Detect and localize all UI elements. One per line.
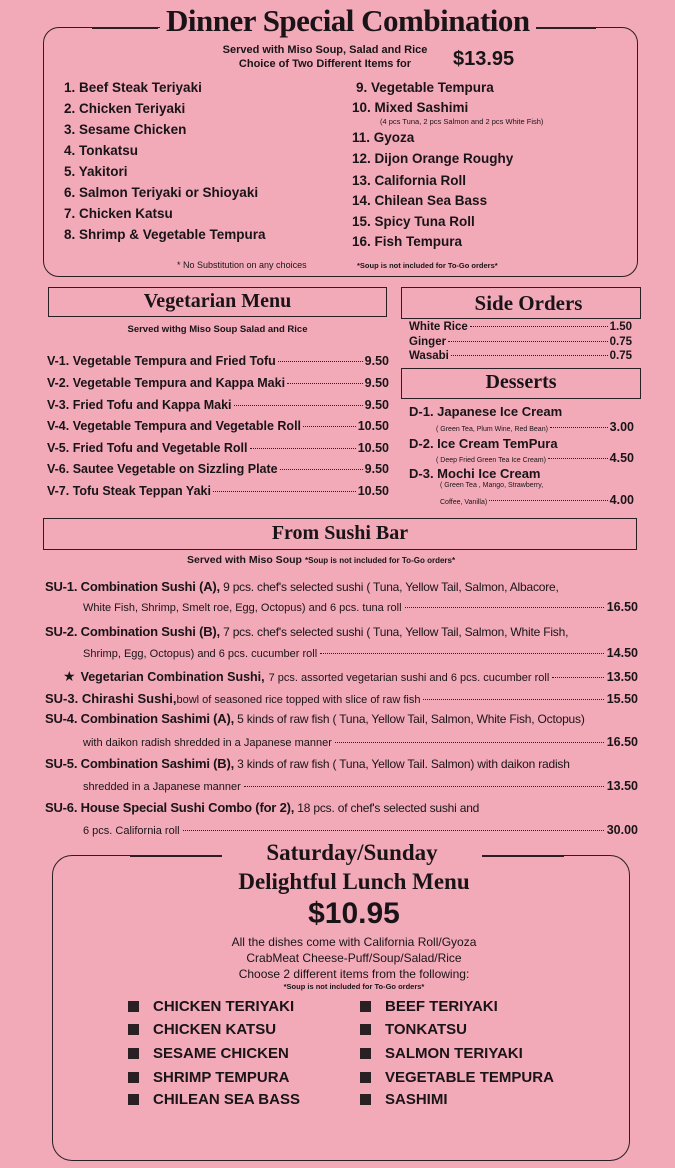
- sushi-su2-desc2: Shrimp, Egg, Octopus) and 6 pcs. cucumber roll: [83, 648, 318, 660]
- leader-dots: [244, 786, 604, 787]
- sushi-su6-line2: [83, 823, 638, 837]
- vegetarian-subtitle: Served withg Miso Soup Salad and Rice: [127, 324, 308, 335]
- veg-item-price: 10.50: [357, 484, 389, 498]
- dinner-item-10: 10. Mixed Sashimi: [352, 100, 469, 115]
- sushi-veg-price: 13.50: [606, 670, 638, 684]
- sushi-bar-subtitle-note: *Soup is not included for To-Go orders*: [305, 556, 456, 565]
- dessert-item-3-label: D-3. Mochi Ice Cream: [409, 466, 541, 481]
- leader-dots: [489, 500, 607, 501]
- dessert-item-note: Coffee, Vanilla): [440, 499, 488, 506]
- dinner-price: $13.95: [453, 48, 515, 70]
- lunch-item-label: TONKATSU: [385, 1021, 467, 1038]
- sushi-vegetarian: [63, 668, 638, 685]
- sushi-su1-desc2: White Fish, Shrimp, Smelt roe, Egg, Octopus) and 6 pcs. tuna roll: [83, 602, 402, 614]
- dessert-item-note: ( Green Tea, Plum Wine, Red Bean): [436, 426, 548, 433]
- lunch-item-label: BEEF TERIYAKI: [385, 998, 498, 1015]
- veg-item-label: V-5. Fried Tofu and Vegetable Roll: [47, 441, 248, 455]
- sushi-bar-subtitle: Served with Miso Soup: [187, 554, 302, 566]
- dinner-subtitle-2: Choice of Two Different Items for: [238, 58, 412, 70]
- veg-item-label: V-3. Fried Tofu and Kappa Maki: [47, 398, 232, 412]
- sushi-su3-desc: bowl of seasoned rice topped with slice of raw fish: [176, 694, 421, 706]
- lunch-item-label: VEGETABLE TEMPURA: [385, 1069, 554, 1086]
- lunch-item-shrimp-tempura: [128, 1069, 289, 1086]
- veg-item-price: 10.50: [357, 441, 389, 455]
- sushi-su4-price: 16.50: [606, 735, 638, 749]
- sushi-su1-line2: [83, 600, 638, 614]
- dinner-item-11: 11. Gyoza: [352, 130, 415, 145]
- veg-item-6: [47, 462, 389, 476]
- dinner-item-7: 7. Chicken Katsu: [64, 206, 173, 221]
- star-icon: ★: [63, 668, 76, 684]
- dinner-item-5: 5. Yakitori: [64, 164, 128, 179]
- bullet-square-icon: [360, 1072, 371, 1083]
- veg-item-label: V-1. Vegetable Tempura and Fried Tofu: [47, 354, 276, 368]
- dinner-special-title: Dinner Special Combination: [160, 3, 536, 39]
- sushi-su5-name: SU-5. Combination Sashimi (B),: [45, 756, 235, 771]
- sushi-su4-desc: 5 kinds of raw fish ( Tuna, Yellow Tail, Salmon, White Fish, Octopus): [234, 712, 585, 726]
- lunch-item-beef-teriyaki: [360, 998, 498, 1015]
- leader-dots: [448, 341, 608, 342]
- lunch-item-tonkatsu: [360, 1021, 467, 1038]
- veg-item-4: [47, 419, 389, 433]
- sushi-su6: [45, 800, 479, 815]
- dessert-item-price: 4.50: [609, 451, 634, 465]
- lunch-item-label: CHILEAN SEA BASS: [153, 1091, 300, 1108]
- sushi-su3-price: 15.50: [606, 692, 638, 706]
- leader-dots: [278, 361, 363, 362]
- sushi-su4: [45, 711, 585, 726]
- lunch-line-1: All the dishes come with California Roll/Gyoza: [231, 935, 477, 949]
- lunch-title-rule-right: [482, 855, 564, 857]
- sushi-su4-name: SU-4. Combination Sashimi (A),: [45, 711, 235, 726]
- sushi-su6-name: SU-6. House Special Sushi Combo (for 2),: [45, 800, 295, 815]
- leader-dots: [451, 355, 608, 356]
- sushi-su3: [45, 691, 638, 706]
- bullet-square-icon: [128, 1094, 139, 1105]
- bullet-square-icon: [360, 1024, 371, 1035]
- sushi-su4-desc2: with daikon radish shredded in a Japanese manner: [83, 737, 332, 749]
- veg-item-price: 9.50: [364, 398, 389, 412]
- sushi-su2: [45, 624, 568, 639]
- sushi-veg-desc: 7 pcs. assorted vegetarian sushi and 6 pcs. cucumber roll: [268, 672, 550, 684]
- veg-item-7: [47, 484, 389, 498]
- dinner-item-2: 2. Chicken Teriyaki: [64, 101, 186, 116]
- lunch-item-chilean-sea-bass: [128, 1091, 300, 1108]
- dessert-item-note: ( Deep Fried Green Tea Ice Cream): [436, 457, 546, 464]
- dinner-item-16: 16. Fish Tempura: [352, 234, 463, 249]
- lunch-title-rule-left: [130, 855, 222, 857]
- bullet-square-icon: [360, 1001, 371, 1012]
- dinner-item-3: 3. Sesame Chicken: [64, 122, 187, 137]
- dinner-item-8: 8. Shrimp & Vegetable Tempura: [64, 227, 266, 242]
- sushi-su1-desc: 9 pcs. chef's selected sushi ( Tuna, Yellow Tail, Salmon, Albacore,: [219, 580, 559, 594]
- lunch-item-chicken-teriyaki: [128, 998, 294, 1015]
- side-item-price: 1.50: [609, 321, 632, 333]
- lunch-title-2: Delightful Lunch Menu: [238, 869, 470, 894]
- lunch-line-3: Choose 2 different items from the following:: [238, 967, 470, 981]
- lunch-item-label: CHICKEN KATSU: [153, 1021, 277, 1038]
- sushi-su2-name: SU-2. Combination Sushi (B),: [45, 624, 220, 639]
- bullet-square-icon: [128, 1024, 139, 1035]
- bullet-square-icon: [360, 1094, 371, 1105]
- sushi-su6-desc: 18 pcs. of chef's selected sushi and: [294, 801, 480, 815]
- veg-item-price: 9.50: [364, 376, 389, 390]
- sushi-bar-title: From Sushi Bar: [271, 522, 409, 544]
- dessert-item-price: 3.00: [609, 420, 634, 434]
- leader-dots: [335, 742, 604, 743]
- dinner-item-13: 13. California Roll: [352, 173, 467, 188]
- dinner-item-12: 12. Dijon Orange Roughy: [352, 151, 514, 166]
- veg-item-5: [47, 441, 389, 455]
- lunch-item-label: SESAME CHICKEN: [153, 1045, 289, 1062]
- veg-item-label: V-4. Vegetable Tempura and Vegetable Roll: [47, 419, 302, 433]
- dinner-item-4: 4. Tonkatsu: [64, 143, 139, 158]
- lunch-item-label: CHICKEN TERIYAKI: [153, 998, 295, 1015]
- lunch-item-sesame-chicken: [128, 1045, 289, 1062]
- sushi-veg-name: Vegetarian Combination Sushi,: [80, 670, 265, 684]
- leader-dots: [287, 383, 363, 384]
- bullet-square-icon: [128, 1048, 139, 1059]
- side-item-label: White Rice: [409, 321, 468, 333]
- leader-dots: [303, 426, 356, 427]
- dinner-item-15: 15. Spicy Tuna Roll: [352, 214, 475, 229]
- bullet-square-icon: [128, 1001, 139, 1012]
- side-item-price: 0.75: [609, 336, 632, 348]
- dessert-item-1-line: [436, 420, 634, 434]
- sushi-su1-price: 16.50: [606, 600, 638, 614]
- sushi-su5-line2: [83, 779, 638, 793]
- sushi-su6-desc2: 6 pcs. California roll: [83, 825, 180, 837]
- veg-item-label: V-7. Tofu Steak Teppan Yaki: [47, 484, 211, 498]
- dessert-item-1-label: D-1. Japanese Ice Cream: [409, 404, 563, 419]
- dinner-title-rule-right: [536, 27, 596, 29]
- lunch-item-label: SASHIMI: [385, 1091, 448, 1108]
- lunch-item-chicken-katsu: [128, 1021, 276, 1038]
- leader-dots: [548, 458, 608, 459]
- bullet-square-icon: [360, 1048, 371, 1059]
- lunch-item-label: SHRIMP TEMPURA: [153, 1069, 290, 1086]
- leader-dots: [213, 491, 356, 492]
- sushi-su3-name: SU-3. Chirashi Sushi,: [45, 691, 177, 706]
- lunch-item-salmon-teriyaki: [360, 1045, 523, 1062]
- dinner-title-rule-left: [92, 27, 158, 29]
- lunch-line-2: CrabMeat Cheese-Puff/Soup/Salad/Rice: [246, 951, 462, 965]
- dessert-item-2-line: [436, 451, 634, 465]
- leader-dots: [183, 830, 604, 831]
- side-item-label: Ginger: [409, 336, 447, 348]
- leader-dots: [550, 427, 608, 428]
- sushi-su2-desc: 7 pcs. chef's selected sushi ( Tuna, Yellow Tail, Salmon, White Fish,: [219, 625, 569, 639]
- leader-dots: [234, 405, 363, 406]
- side-item-label: Wasabi: [409, 350, 449, 362]
- sushi-su4-line2: [83, 735, 638, 749]
- dinner-note-togo: *Soup is not included for To-Go orders*: [357, 261, 498, 270]
- dessert-item-3-note: ( Green Tea , Mango, Strawberry,: [440, 482, 544, 489]
- sushi-su6-price: 30.00: [606, 823, 638, 837]
- dinner-item-9: 9. Vegetable Tempura: [356, 80, 494, 95]
- sushi-su1: [45, 579, 559, 594]
- dessert-item-2-label: D-2. Ice Cream TemPura: [409, 436, 558, 451]
- dinner-item-6: 6. Salmon Teriyaki or Shioyaki: [64, 185, 259, 200]
- lunch-title-1: Saturday/Sunday: [222, 840, 482, 866]
- lunch-price: $10.95: [308, 897, 400, 930]
- sushi-su5-price: 13.50: [606, 779, 638, 793]
- dinner-subtitle-1: Served with Miso Soup, Salad and Rice: [222, 44, 428, 56]
- desserts-title: Desserts: [485, 371, 557, 393]
- lunch-item-label: SALMON TERIYAKI: [385, 1045, 523, 1062]
- sushi-su5: [45, 756, 570, 771]
- vegetarian-title: Vegetarian Menu: [143, 290, 292, 312]
- leader-dots: [250, 448, 356, 449]
- sushi-su5-desc2: shredded in a Japanese manner: [83, 781, 241, 793]
- dinner-item-14: 14. Chilean Sea Bass: [352, 193, 488, 208]
- side-item-price: 0.75: [609, 350, 632, 362]
- side-item-white-rice: [409, 321, 632, 333]
- leader-dots: [320, 653, 604, 654]
- bullet-square-icon: [128, 1072, 139, 1083]
- veg-item-price: 10.50: [357, 419, 389, 433]
- sushi-su2-line2: [83, 646, 638, 660]
- leader-dots: [470, 326, 608, 327]
- leader-dots: [280, 469, 363, 470]
- leader-dots: [552, 677, 603, 678]
- dinner-item-1: 1. Beef Steak Teriyaki: [64, 80, 202, 95]
- dessert-item-price: 4.00: [609, 493, 634, 507]
- veg-item-label: V-2. Vegetable Tempura and Kappa Maki: [47, 376, 286, 390]
- leader-dots: [423, 699, 603, 700]
- side-item-wasabi: [409, 350, 632, 362]
- veg-item-2: [47, 376, 389, 390]
- dinner-note-substitution: * No Substitution on any choices: [177, 260, 307, 270]
- veg-item-label: V-6. Sautee Vegetable on Sizzling Plate: [47, 462, 278, 476]
- veg-item-price: 9.50: [364, 354, 389, 368]
- veg-item-3: [47, 398, 389, 412]
- leader-dots: [405, 607, 604, 608]
- sushi-su1-name: SU-1. Combination Sushi (A),: [45, 579, 220, 594]
- sushi-su5-desc: 3 kinds of raw fish ( Tuna, Yellow Tail. Salmon) with daikon radish: [234, 757, 570, 771]
- lunch-item-sashimi: [360, 1091, 448, 1108]
- dinner-sashimi-note: (4 pcs Tuna, 2 pcs Salmon and 2 pcs White Fish): [380, 117, 544, 126]
- lunch-note: *Soup is not included for To-Go orders*: [283, 982, 425, 991]
- side-item-ginger: [409, 336, 632, 348]
- sushi-su2-price: 14.50: [606, 646, 638, 660]
- lunch-item-vegetable-tempura: [360, 1069, 554, 1086]
- veg-item-price: 9.50: [364, 462, 389, 476]
- dessert-item-3-line: [440, 493, 634, 507]
- veg-item-1: [47, 354, 389, 368]
- side-orders-title: Side Orders: [474, 291, 583, 315]
